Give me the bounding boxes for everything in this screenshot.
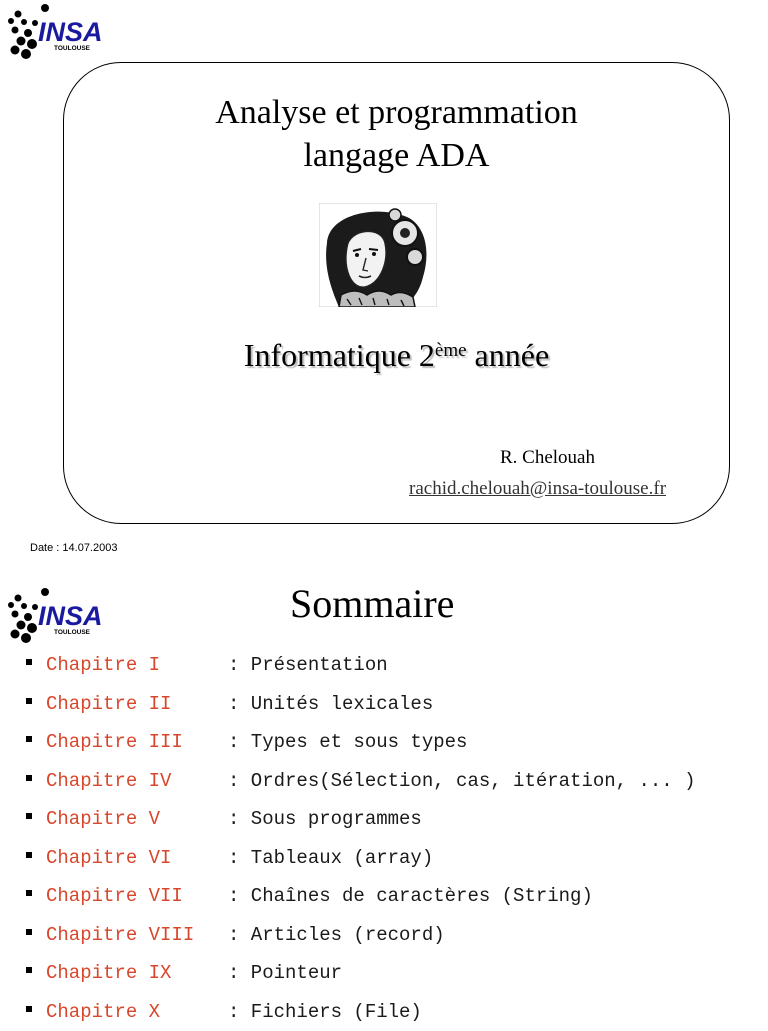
author-name: R. Chelouah [500, 447, 595, 469]
chapter-link[interactable]: Chapitre V [46, 808, 228, 830]
logo-subtext: TOULOUSE [54, 45, 91, 52]
course-subtitle [64, 335, 729, 375]
chapter-link[interactable]: Chapitre II [46, 693, 228, 715]
subtitle-prefix: Informatique 2 [244, 337, 435, 373]
chapter-description: : Pointeur [228, 962, 342, 984]
table-of-contents [26, 646, 695, 1031]
chapter-link[interactable]: Chapitre VII [46, 885, 228, 907]
chapter-description: : Ordres(Sélection, cas, itération, ... ) [228, 770, 695, 792]
chapter-link[interactable]: Chapitre VI [46, 847, 228, 869]
chapter-description: : Chaînes de caractères (String) [228, 885, 593, 907]
toc-item [26, 993, 695, 1031]
chapter-description: : Articles (record) [228, 924, 445, 946]
title-card [63, 62, 730, 524]
square-bullet-icon [26, 1006, 32, 1012]
chapter-description: : Présentation [228, 654, 388, 676]
sommaire-title: Sommaire [290, 580, 454, 628]
toc-item [26, 800, 695, 839]
square-bullet-icon [26, 890, 32, 896]
square-bullet-icon [26, 659, 32, 665]
subtitle-superscript: ème [435, 340, 467, 361]
square-bullet-icon [26, 775, 32, 781]
chapter-link[interactable]: Chapitre VIII [46, 924, 228, 946]
chapter-link[interactable]: Chapitre X [46, 1001, 228, 1023]
chapter-link[interactable]: Chapitre IV [46, 770, 228, 792]
square-bullet-icon [26, 967, 32, 973]
insa-logo-second [2, 584, 110, 650]
author-email-link[interactable]: rachid.chelouah@insa-toulouse.fr [409, 478, 666, 500]
chapter-description: : Types et sous types [228, 731, 467, 753]
square-bullet-icon [26, 813, 32, 819]
square-bullet-icon [26, 736, 32, 742]
logo-text: INSA [38, 17, 103, 47]
chapter-description: : Sous programmes [228, 808, 422, 830]
insa-logo-mark [2, 0, 110, 66]
toc-item [26, 646, 695, 685]
course-title-line-1: Analyse et programmation [64, 91, 729, 134]
square-bullet-icon [26, 698, 32, 704]
toc-item [26, 723, 695, 762]
logo-text-second: INSA [38, 601, 103, 631]
ada-lovelace-portrait-image [319, 203, 437, 307]
toc-item [26, 762, 695, 801]
toc-item [26, 954, 695, 993]
course-title [64, 91, 729, 177]
chapter-description: : Fichiers (File) [228, 1001, 422, 1023]
square-bullet-icon [26, 852, 32, 858]
chapter-description: : Tableaux (array) [228, 847, 433, 869]
chapter-description: : Unités lexicales [228, 693, 433, 715]
course-title-line-2: langage ADA [64, 134, 729, 177]
chapter-link[interactable]: Chapitre IX [46, 962, 228, 984]
slide-date: Date : 14.07.2003 [30, 542, 117, 554]
logo-subtext-second: TOULOUSE [54, 629, 91, 636]
insa-logo [2, 0, 110, 66]
chapter-link[interactable]: Chapitre III [46, 731, 228, 753]
toc-item [26, 877, 695, 916]
insa-logo-mark-second [2, 584, 110, 650]
chapter-link[interactable]: Chapitre I [46, 654, 228, 676]
toc-item [26, 839, 695, 878]
toc-item [26, 916, 695, 955]
subtitle-suffix: année [467, 337, 550, 373]
toc-item [26, 685, 695, 724]
square-bullet-icon [26, 929, 32, 935]
